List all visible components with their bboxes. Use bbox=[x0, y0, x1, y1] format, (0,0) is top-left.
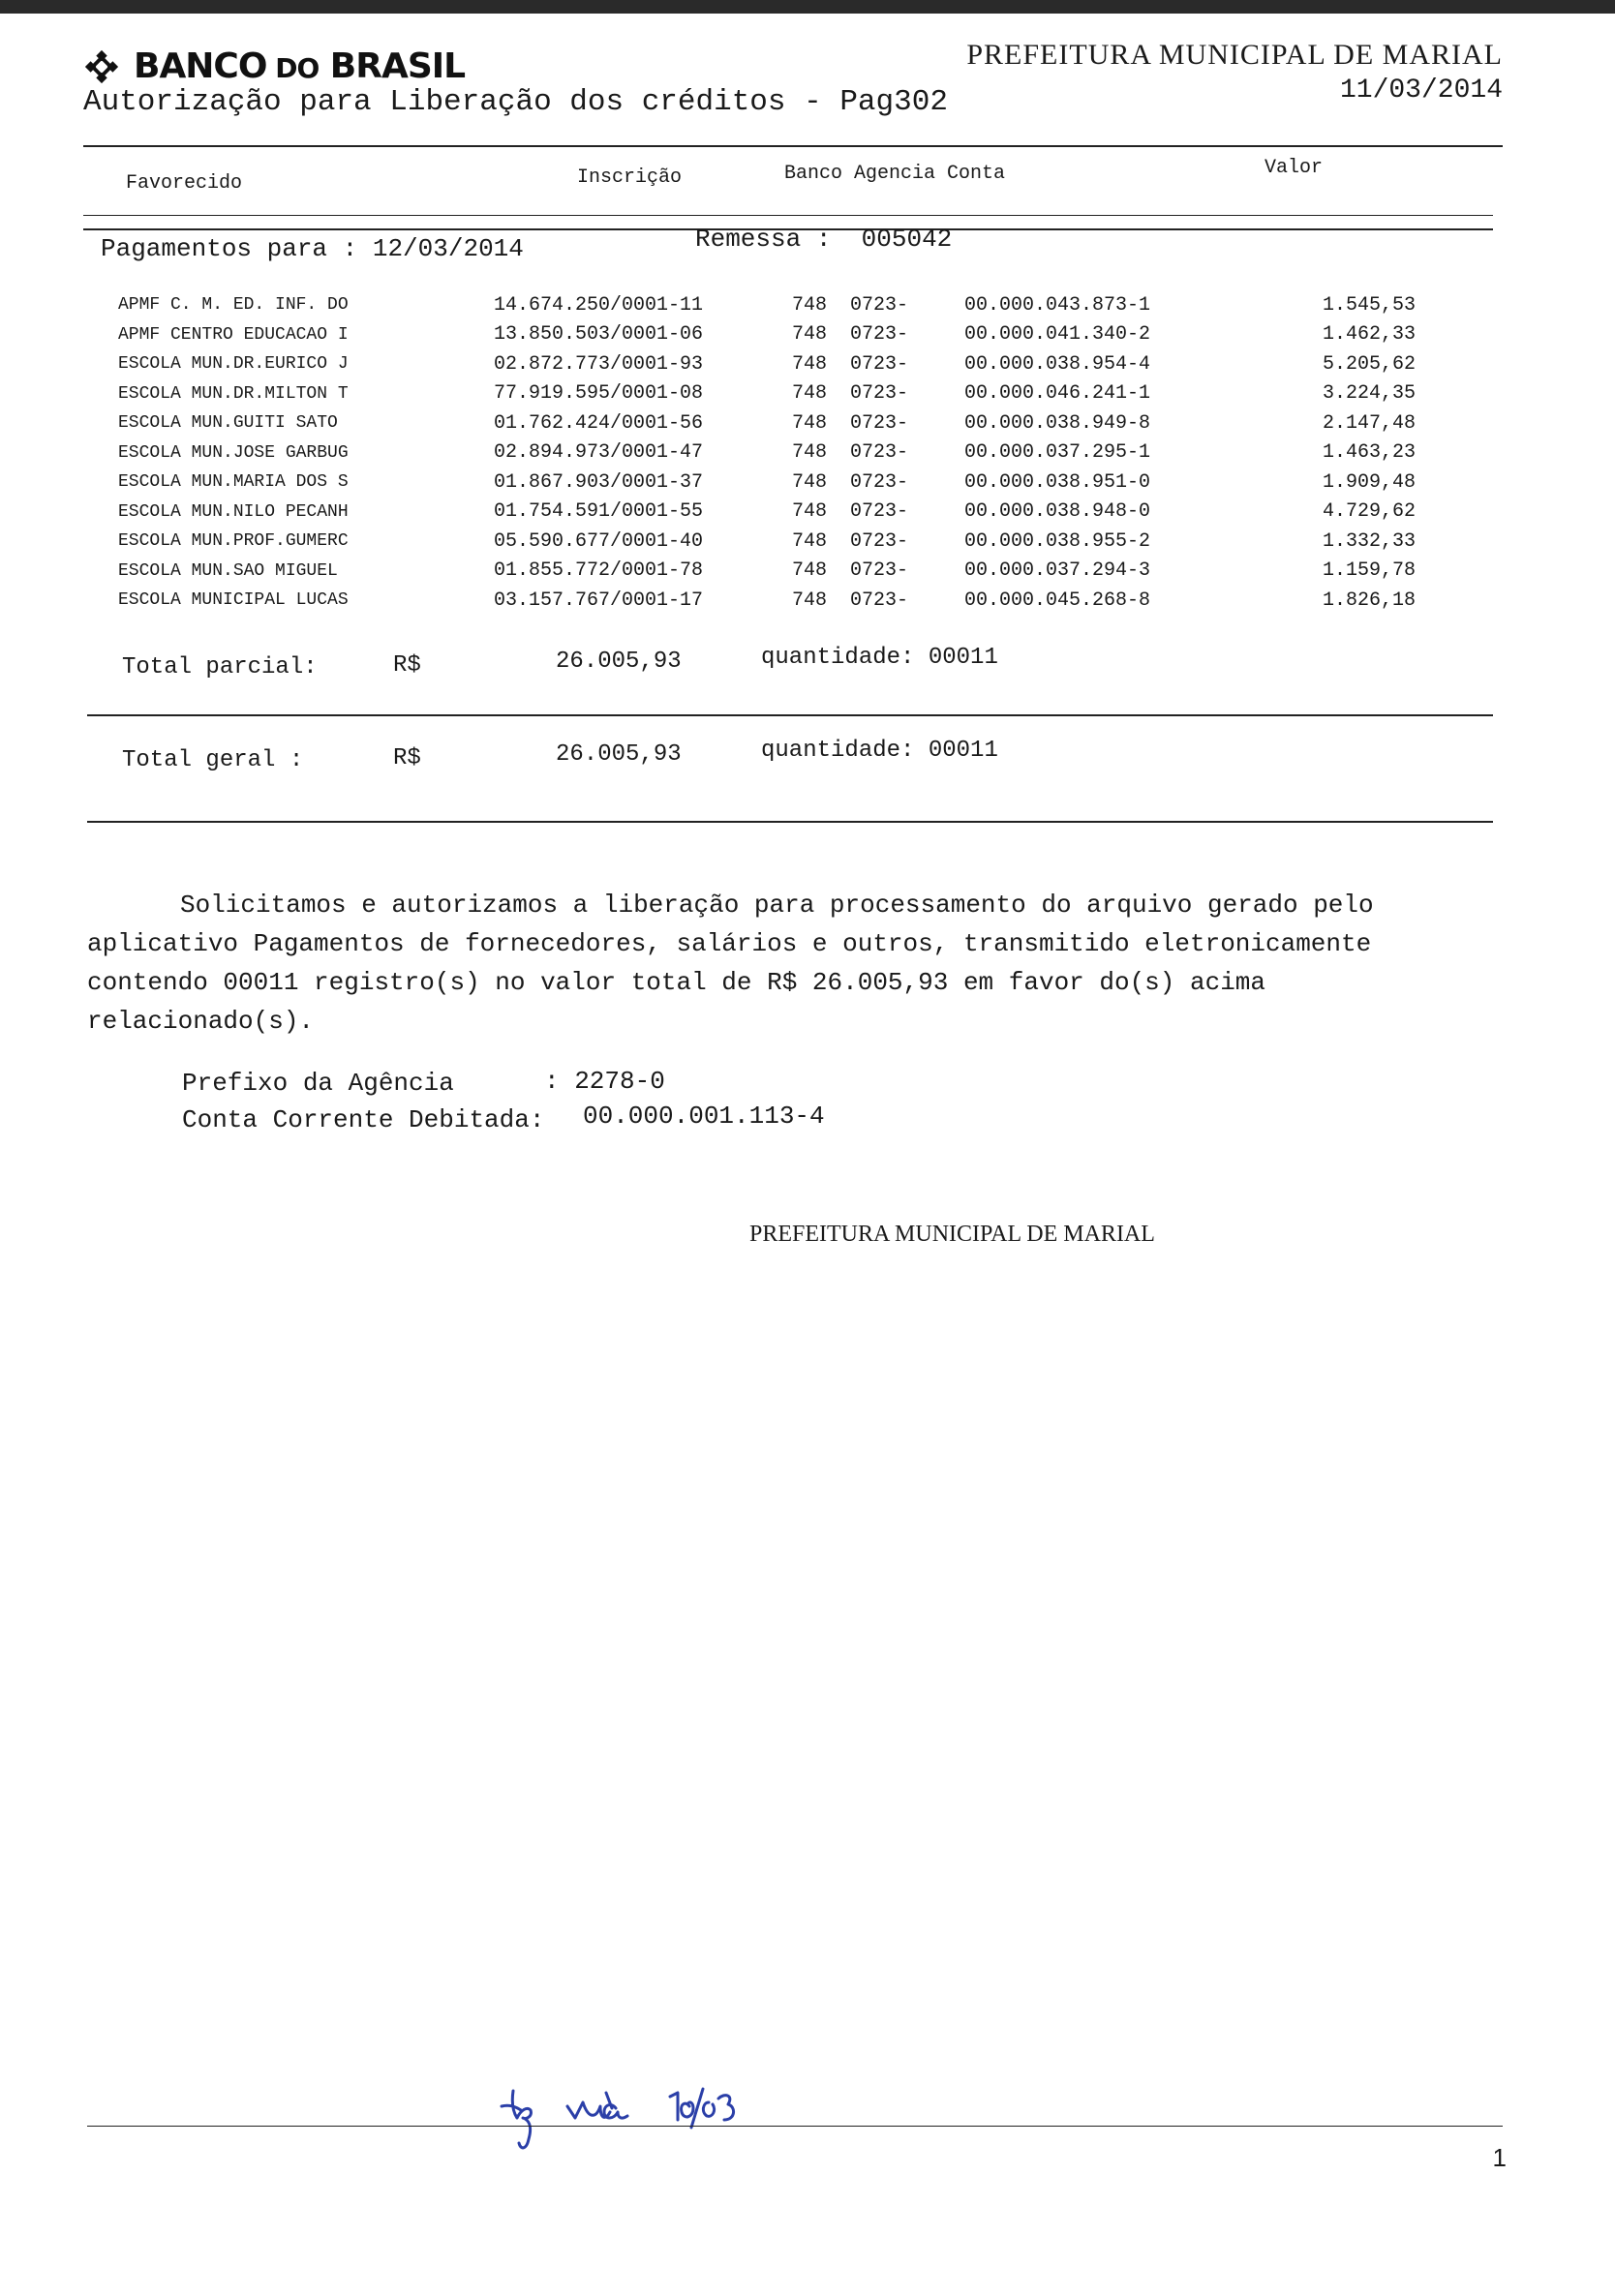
authorization-paragraph bbox=[87, 886, 1481, 1041]
prefixo-value: : 2278-0 bbox=[544, 1067, 665, 1096]
bank-code-cell: 748 bbox=[792, 589, 828, 612]
agency-code-cell: 0723- bbox=[850, 470, 909, 494]
conta-debitada-value: 00.000.001.113-4 bbox=[583, 1102, 825, 1131]
table-row bbox=[118, 468, 1416, 498]
currency-symbol: R$ bbox=[393, 745, 421, 771]
divider bbox=[87, 821, 1493, 823]
amount-cell: 1.545,53 bbox=[1322, 293, 1416, 317]
agency-code-cell: 0723- bbox=[850, 529, 909, 553]
agency-code-cell: 0723- bbox=[850, 441, 909, 465]
payment-date-line: Pagamentos para : 12/03/2014 bbox=[101, 234, 524, 263]
inscricao-cell: 01.855.772/0001-78 bbox=[494, 559, 704, 583]
amount-cell: 5.205,62 bbox=[1322, 352, 1416, 376]
qty-label: quantidade: bbox=[761, 645, 915, 671]
inscricao-cell: 05.590.677/0001-40 bbox=[494, 529, 704, 553]
account-number-cell: 00.000.038.948-0 bbox=[964, 500, 1151, 524]
inscricao-cell: 02.894.973/0001-47 bbox=[494, 441, 704, 465]
inscricao-cell: 03.157.767/0001-17 bbox=[494, 589, 704, 612]
total-parcial-qty bbox=[761, 645, 998, 671]
amount-cell: 1.332,33 bbox=[1322, 529, 1416, 553]
inscricao-cell: 77.919.595/0001-08 bbox=[494, 382, 704, 406]
amount-cell: 3.224,35 bbox=[1322, 382, 1416, 406]
col-banco-agencia-conta: Banco Agencia Conta bbox=[784, 163, 1006, 185]
col-favorecido: Favorecido bbox=[126, 172, 243, 195]
account-number-cell: 00.000.038.949-8 bbox=[964, 411, 1151, 435]
total-parcial-value: 26.005,93 bbox=[556, 649, 682, 675]
inscricao-cell: 01.762.424/0001-56 bbox=[494, 411, 704, 435]
payee-name-cell: ESCOLA MUN.DR.MILTON T bbox=[118, 383, 349, 404]
amount-cell: 1.909,48 bbox=[1322, 470, 1416, 494]
amount-cell: 1.462,33 bbox=[1322, 323, 1416, 347]
table-row bbox=[118, 498, 1416, 528]
bank-code-cell: 748 bbox=[792, 323, 828, 347]
prefixo-label: Prefixo da Agência bbox=[182, 1069, 454, 1098]
payee-name-cell: ESCOLA MUNICIPAL LUCAS bbox=[118, 590, 349, 611]
payments-table bbox=[118, 290, 1416, 616]
col-valor: Valor bbox=[1265, 157, 1324, 179]
payee-name-cell: ESCOLA MUN.JOSE GARBUG bbox=[118, 442, 349, 463]
table-row bbox=[118, 320, 1416, 350]
qty-label: quantidade: bbox=[761, 738, 915, 764]
payee-name-cell: ESCOLA MUN.GUITI SATO bbox=[118, 413, 338, 434]
account-number-cell: 00.000.046.241-1 bbox=[964, 382, 1151, 406]
total-geral-qty bbox=[761, 738, 998, 764]
inscricao-cell: 13.850.503/0001-06 bbox=[494, 323, 704, 347]
account-number-cell: 00.000.038.954-4 bbox=[964, 352, 1151, 376]
payee-name-cell: ESCOLA MUN.SAO MIGUEL bbox=[118, 560, 338, 581]
bank-code-cell: 748 bbox=[792, 559, 828, 583]
issue-date: 11/03/2014 bbox=[1339, 76, 1503, 106]
table-row bbox=[118, 290, 1416, 320]
currency-symbol: R$ bbox=[393, 652, 421, 679]
account-number-cell: 00.000.037.294-3 bbox=[964, 559, 1151, 583]
agency-code-cell: 0723- bbox=[850, 382, 909, 406]
table-row bbox=[118, 408, 1416, 438]
table-row bbox=[118, 438, 1416, 468]
payee-name-cell: APMF C. M. ED. INF. DO bbox=[118, 295, 349, 316]
amount-cell: 1.463,23 bbox=[1322, 441, 1416, 465]
total-geral-label: Total geral : bbox=[122, 747, 304, 773]
bank-logo bbox=[83, 46, 465, 86]
remessa-line bbox=[695, 225, 952, 254]
document-title: Autorização para Liberação dos créditos - Pag302 bbox=[83, 85, 948, 119]
bank-code-cell: 748 bbox=[792, 529, 828, 553]
payee-name-cell: ESCOLA MUN.PROF.GUMERC bbox=[118, 531, 349, 552]
account-number-cell: 00.000.038.955-2 bbox=[964, 529, 1151, 553]
qty-value: 00011 bbox=[928, 645, 998, 671]
table-row bbox=[118, 586, 1416, 616]
banco-do-brasil-logo-icon bbox=[83, 48, 120, 85]
bank-name-part: DO bbox=[275, 52, 320, 84]
footer-entity: PREFEITURA MUNICIPAL DE MARIAL bbox=[749, 1222, 1155, 1247]
total-geral-value: 26.005,93 bbox=[556, 741, 682, 768]
agency-code-cell: 0723- bbox=[850, 589, 909, 612]
remessa-label: Remessa : bbox=[695, 225, 832, 254]
inscricao-cell: 01.867.903/0001-37 bbox=[494, 470, 704, 494]
scan-top-edge bbox=[0, 0, 1615, 14]
inscricao-cell: 01.754.591/0001-55 bbox=[494, 500, 704, 524]
amount-cell: 1.159,78 bbox=[1322, 559, 1416, 583]
account-number-cell: 00.000.037.295-1 bbox=[964, 441, 1151, 465]
remessa-value: 005042 bbox=[861, 225, 953, 254]
bank-code-cell: 748 bbox=[792, 441, 828, 465]
bank-code-cell: 748 bbox=[792, 411, 828, 435]
amount-cell: 4.729,62 bbox=[1322, 500, 1416, 524]
bank-code-cell: 748 bbox=[792, 470, 828, 494]
inscricao-cell: 02.872.773/0001-93 bbox=[494, 352, 704, 376]
payee-name-cell: ESCOLA MUN.DR.EURICO J bbox=[118, 354, 349, 375]
footer-divider bbox=[87, 2126, 1503, 2127]
payee-name-cell: ESCOLA MUN.MARIA DOS S bbox=[118, 472, 349, 493]
divider bbox=[83, 145, 1503, 147]
table-row bbox=[118, 527, 1416, 557]
amount-cell: 2.147,48 bbox=[1322, 411, 1416, 435]
bank-name-part: BANCO bbox=[134, 46, 267, 86]
agency-code-cell: 0723- bbox=[850, 411, 909, 435]
agency-code-cell: 0723- bbox=[850, 323, 909, 347]
table-row bbox=[118, 379, 1416, 409]
bank-code-cell: 748 bbox=[792, 382, 828, 406]
bank-name-part: BRASIL bbox=[329, 46, 466, 86]
account-number-cell: 00.000.045.268-8 bbox=[964, 589, 1151, 612]
account-number-cell: 00.000.043.873-1 bbox=[964, 293, 1151, 317]
bank-name bbox=[134, 46, 465, 86]
col-inscricao: Inscrição bbox=[577, 166, 683, 189]
table-row bbox=[118, 557, 1416, 587]
agency-code-cell: 0723- bbox=[850, 352, 909, 376]
table-row bbox=[118, 349, 1416, 379]
bank-code-cell: 748 bbox=[792, 500, 828, 524]
agency-code-cell: 0723- bbox=[850, 500, 909, 524]
entity-name: PREFEITURA MUNICIPAL DE MARIAL bbox=[966, 39, 1503, 71]
conta-debitada-label: Conta Corrente Debitada: bbox=[182, 1105, 545, 1134]
payee-name-cell: ESCOLA MUN.NILO PECANH bbox=[118, 501, 349, 522]
agency-code-cell: 0723- bbox=[850, 559, 909, 583]
handwritten-note-signature bbox=[500, 2081, 887, 2159]
authorization-text: Solicitamos e autorizamos a liberação para processamento do arquivo gerado pelo aplicativo Pagamentos de fornecedores, salários e outros, transmitido eletronicamente contendo 00011 registro(s) no valor total de R$ 26.005,93 em favor do(s) acima relacionado(s). bbox=[87, 891, 1374, 1036]
payments-table-body bbox=[118, 290, 1416, 616]
divider bbox=[83, 215, 1493, 216]
amount-cell: 1.826,18 bbox=[1322, 589, 1416, 612]
agency-code-cell: 0723- bbox=[850, 293, 909, 317]
payee-name-cell: APMF CENTRO EDUCACAO I bbox=[118, 324, 349, 345]
total-parcial-label: Total parcial: bbox=[122, 654, 318, 680]
qty-value: 00011 bbox=[928, 738, 998, 764]
bank-code-cell: 748 bbox=[792, 352, 828, 376]
inscricao-cell: 14.674.250/0001-11 bbox=[494, 293, 704, 317]
divider bbox=[87, 714, 1493, 716]
bank-code-cell: 748 bbox=[792, 293, 828, 317]
page-number: 1 bbox=[1492, 2143, 1507, 2172]
account-number-cell: 00.000.038.951-0 bbox=[964, 470, 1151, 494]
account-number-cell: 00.000.041.340-2 bbox=[964, 323, 1151, 347]
